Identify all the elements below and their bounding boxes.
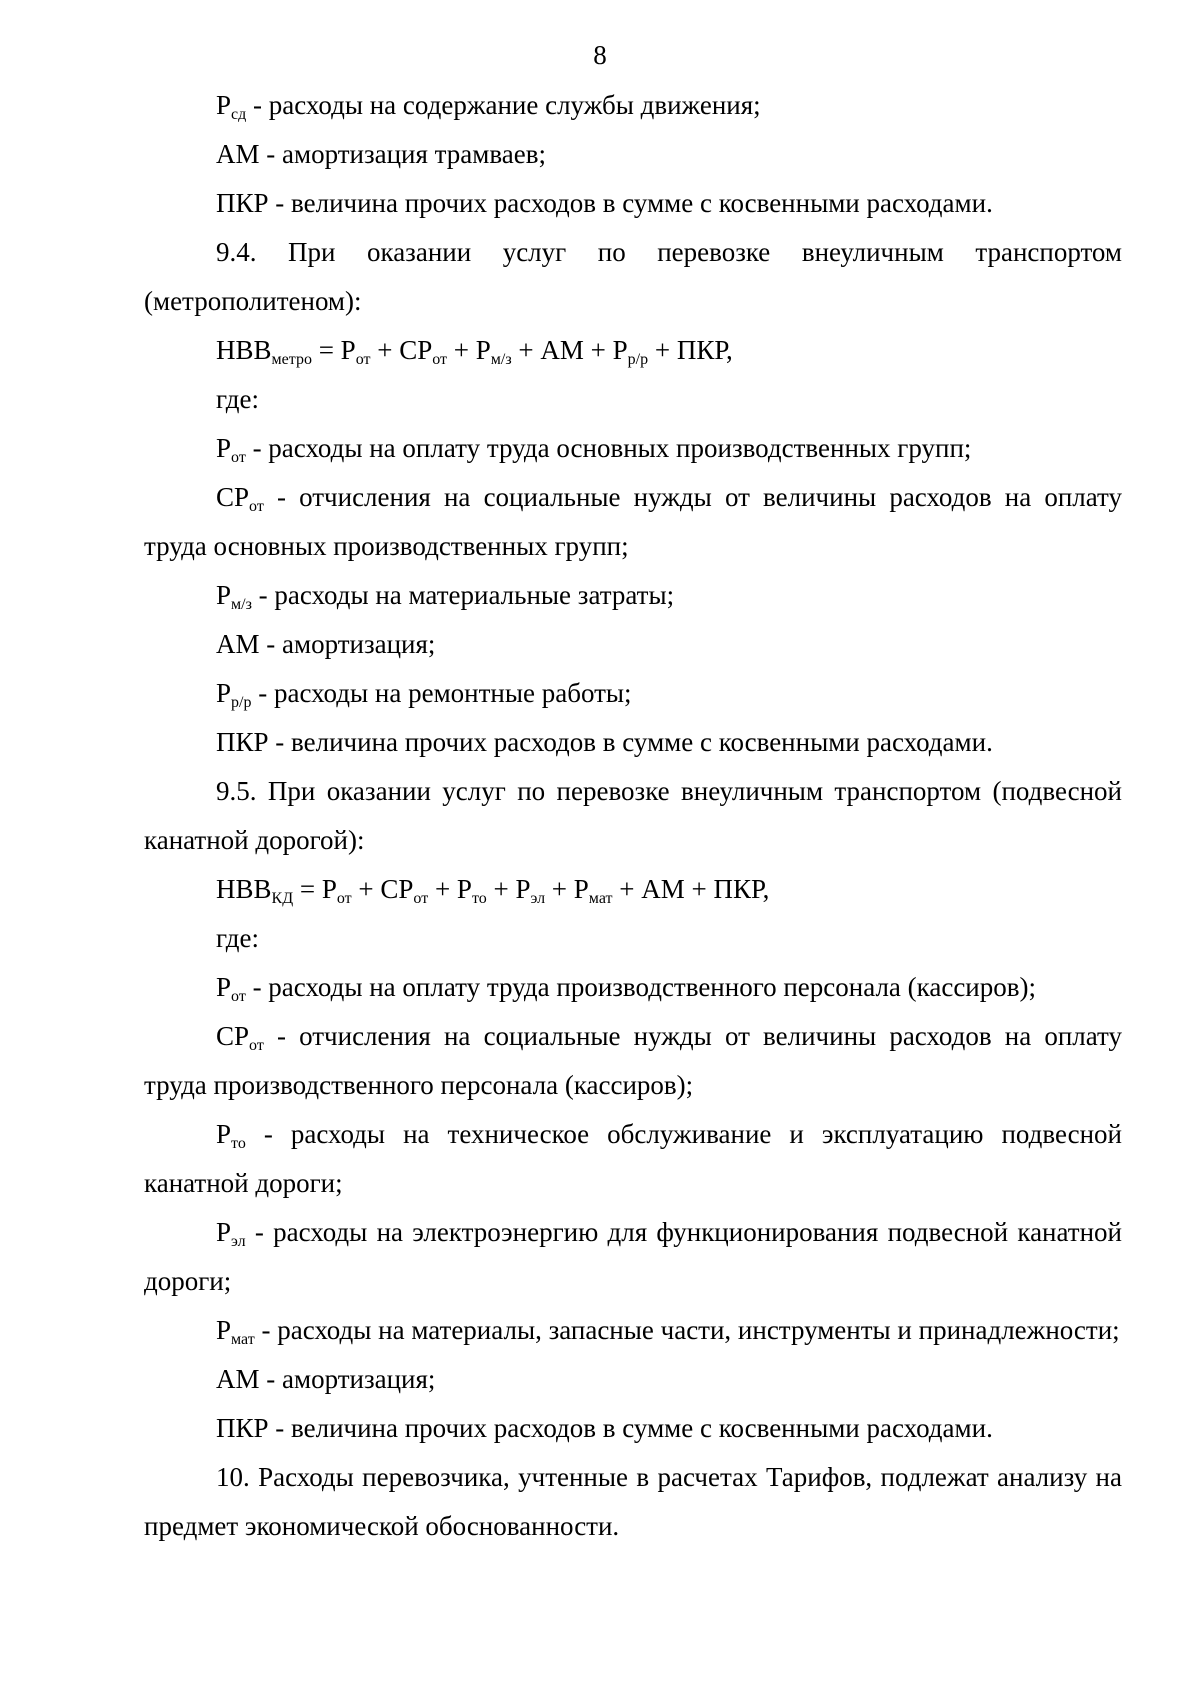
variable-symbol: Р bbox=[216, 90, 232, 120]
formula-subscript: то bbox=[471, 890, 487, 907]
definition-text: - расходы на оплату труда основных производственных групп; bbox=[245, 433, 972, 463]
formula-subscript: КД bbox=[271, 890, 294, 907]
variable-symbol: СР bbox=[216, 482, 250, 512]
definition-text: - расходы на материальные затраты; bbox=[251, 580, 675, 610]
variable-subscript: от bbox=[231, 988, 246, 1005]
variable-symbol: Р bbox=[216, 678, 232, 708]
section-9-5-heading: 9.5. При оказании услуг по перевозке внеуличным транспортом (подвесной канатной дорогой): bbox=[144, 776, 1122, 855]
definition-text: - расходы на техническое обслуживание и эксплуатацию подвесной канатной дороги; bbox=[144, 1119, 1122, 1198]
formula-part: + АМ + ПКР, bbox=[612, 874, 770, 904]
definition-r-to bbox=[144, 1110, 1122, 1208]
variable-subscript: р/р bbox=[231, 694, 252, 711]
definition-r-sd bbox=[144, 81, 1122, 130]
section-9-4-heading: 9.4. При оказании услуг по перевозке внеуличным транспортом (метрополитеном): bbox=[144, 237, 1122, 316]
formula-part: + АМ + Р bbox=[511, 335, 628, 365]
definition-text: - отчисления на социальные нужды от величины расходов на оплату труда производственного персонала (кассиров); bbox=[144, 1021, 1122, 1100]
definition-text: - отчисления на социальные нужды от величины расходов на оплату труда основных производственных групп; bbox=[144, 482, 1122, 561]
definition-r-ot-cashiers bbox=[144, 963, 1122, 1012]
variable-subscript: то bbox=[231, 1135, 246, 1152]
formula-part: = Р bbox=[311, 335, 356, 365]
definition-r-rr bbox=[144, 669, 1122, 718]
variable-subscript: эл bbox=[231, 1233, 246, 1250]
document-body bbox=[144, 81, 1122, 1551]
definition-r-mat bbox=[144, 1306, 1122, 1355]
variable-subscript: сд bbox=[231, 106, 247, 123]
definition-text: - расходы на электроэнергию для функционирования подвесной канатной дороги; bbox=[144, 1217, 1122, 1296]
definition-pkr: ПКР - величина прочих расходов в сумме с косвенными расходами. bbox=[216, 727, 993, 757]
variable-symbol: Р bbox=[216, 433, 232, 463]
definition-text: - расходы на содержание службы движения; bbox=[246, 90, 761, 120]
variable-subscript: от bbox=[231, 449, 246, 466]
section-10-paragraph: 10. Расходы перевозчика, учтенные в расчетах Тарифов, подлежат анализу на предмет экономической обоснованности. bbox=[144, 1462, 1122, 1541]
variable-symbol: Р bbox=[216, 1119, 232, 1149]
definition-r-el bbox=[144, 1208, 1122, 1306]
formula-part: НВВ bbox=[216, 874, 272, 904]
formula-subscript: м/з bbox=[490, 351, 512, 368]
formula-part: + Р bbox=[486, 874, 531, 904]
formula-subscript: от bbox=[432, 351, 448, 368]
formula-part: + СР bbox=[351, 874, 414, 904]
definition-r-ot bbox=[144, 424, 1122, 473]
definition-am: АМ - амортизация; bbox=[216, 629, 436, 659]
formula-subscript: эл bbox=[530, 890, 546, 907]
definition-am: АМ - амортизация; bbox=[216, 1364, 436, 1394]
formula-part: = Р bbox=[293, 874, 337, 904]
definition-am-tram: АМ - амортизация трамваев; bbox=[216, 139, 546, 169]
formula-subscript: от bbox=[413, 890, 429, 907]
variable-subscript: мат bbox=[231, 1331, 255, 1348]
where-label: где: bbox=[216, 923, 259, 953]
definition-sr-ot bbox=[144, 473, 1122, 571]
variable-symbol: Р bbox=[216, 972, 232, 1002]
variable-symbol: Р bbox=[216, 1315, 232, 1345]
formula-subscript: метро bbox=[271, 351, 312, 368]
page-number: 8 bbox=[593, 40, 607, 70]
definition-pkr: ПКР - величина прочих расходов в сумме с косвенными расходами. bbox=[216, 188, 993, 218]
variable-subscript: от bbox=[249, 1037, 264, 1054]
formula-nvv-metro bbox=[144, 326, 1122, 375]
formula-part: + ПКР, bbox=[648, 335, 733, 365]
definition-text: - расходы на материалы, запасные части, инструменты и принадлежности; bbox=[254, 1315, 1120, 1345]
formula-part: + Р bbox=[545, 874, 589, 904]
formula-nvv-kd bbox=[144, 865, 1122, 914]
formula-subscript: от bbox=[336, 890, 352, 907]
formula-subscript: от bbox=[355, 351, 371, 368]
variable-symbol: Р bbox=[216, 1217, 232, 1247]
variable-symbol: СР bbox=[216, 1021, 250, 1051]
definition-text: - расходы на оплату труда производственного персонала (кассиров); bbox=[245, 972, 1036, 1002]
formula-part: НВВ bbox=[216, 335, 272, 365]
definition-r-mz bbox=[144, 571, 1122, 620]
definition-pkr: ПКР - величина прочих расходов в сумме с косвенными расходами. bbox=[216, 1413, 993, 1443]
formula-subscript: р/р bbox=[627, 351, 649, 368]
variable-subscript: от bbox=[249, 498, 264, 515]
definition-text: - расходы на ремонтные работы; bbox=[251, 678, 632, 708]
formula-part: + СР bbox=[370, 335, 433, 365]
variable-subscript: м/з bbox=[231, 596, 252, 613]
formula-part: + Р bbox=[447, 335, 491, 365]
definition-sr-ot-cashiers bbox=[144, 1012, 1122, 1110]
formula-subscript: мат bbox=[588, 890, 613, 907]
where-label: где: bbox=[216, 384, 259, 414]
formula-part: + Р bbox=[428, 874, 472, 904]
variable-symbol: Р bbox=[216, 580, 232, 610]
